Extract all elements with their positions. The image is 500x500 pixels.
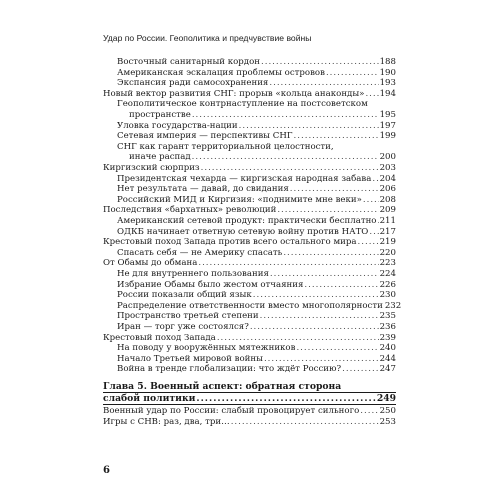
toc-entry-title: От Обамы до обмана [103,258,198,269]
toc-entry-page: 244 [379,353,396,364]
toc-entry-title: Восточный санитарный кордон [117,57,260,67]
toc-entry-page: 230 [379,290,396,301]
toc-entry-page: 204 [379,173,396,184]
toc-entry-page: 199 [379,131,396,142]
toc-entry-page: 235 [379,311,396,322]
toc-entry-page: 195 [379,110,396,120]
dot-leader [277,205,378,215]
toc-entry-title: Геополитическое контрнаступление на постсоветском [117,99,368,110]
dot-leader [296,343,378,353]
toc-entry-title: Нет результата — давай, до свидания [117,184,289,195]
toc-entry-title: Крестовый поход Запада против всего остального мира [103,237,357,248]
toc-entry-title: Спасать себя — не Америку спасать [117,247,283,258]
toc-entry-title: Глава 5. Военный аспект: обратная сторона [103,381,342,392]
toc-entry-title: Российский МИД и Киргизия: «поднимите мне веки» [117,194,362,205]
toc-entry-title: Экспансия ради самосохранения [117,78,269,89]
toc-entry-page: 236 [379,322,396,332]
dot-leader [358,237,379,247]
page-number: 6 [103,465,110,476]
toc-entry-page: 208 [379,194,396,205]
dot-leader [239,121,379,131]
dot-leader [363,195,379,205]
dot-leader [231,417,379,427]
dot-leader [369,227,378,237]
dot-leader [342,364,378,374]
toc-entry-title: Американская эскалация проблемы островов [117,67,325,78]
toc-entry-page: 206 [379,184,396,195]
toc-entry-title: пространстве [129,110,191,120]
dot-leader [270,269,379,279]
toc-entry-page: 224 [379,269,396,279]
toc-entry-page: 219 [379,237,396,248]
dot-leader [192,110,379,120]
toc-entry-title: Уловка государства-нации [117,120,238,131]
dot-leader [365,89,378,99]
dot-leader [360,406,378,416]
toc-entry-page: 239 [379,332,396,343]
toc-entry-page: 247 [379,364,396,375]
dot-leader [269,78,378,88]
dot-leader [290,184,379,194]
dot-leader [260,311,379,321]
toc-entry-title: Военный удар по России: слабый провоцирует сильного [103,406,360,417]
toc-entry-title: Новый вектор развития СНГ: прорыв «кольца анаконды» [103,88,365,99]
toc-entry-page: 193 [379,78,396,89]
toc-entry-page: 197 [379,120,396,131]
dot-leader [196,394,375,404]
dot-leader [217,333,379,343]
toc-entry-title: Киргизский сюрприз [103,163,200,173]
dot-leader [198,258,378,268]
toc-entry-page: 250 [379,406,396,417]
toc-entry-page: 203 [379,163,396,173]
dot-leader [264,354,379,364]
toc-entry-page: 226 [379,279,396,290]
toc-entry-page: 240 [379,343,396,354]
toc-entry-page: 200 [379,152,396,163]
toc-entry-page: 253 [379,416,396,427]
toc-entry-title: России показали общий язык [117,290,252,301]
toc-entry-title: СНГ как гарант территориальной целостности, [117,141,334,152]
dot-leader [377,216,378,226]
dot-leader [294,131,379,141]
toc-entry-page: 232 [384,300,402,311]
toc-entry-page: 249 [376,393,396,405]
toc-entry-title: Пространство третьей степени [117,311,259,322]
toc-entry-title: иначе распад [129,152,191,163]
toc-entry-title: Последствия «бархатных» революций [103,205,277,216]
toc-entry-page: 209 [379,205,396,216]
toc-entry-title: Война в тренде глобализации: что ждёт Россию? [117,364,342,375]
dot-leader [261,57,379,67]
dot-leader [372,174,378,184]
dot-leader [192,152,379,162]
toc-entry-title: Распределение ответственности вместо многополярности [117,300,383,311]
running-head: Удар по России. Геополитика и предчувствие войны [103,33,312,43]
toc-entry-page: 223 [379,258,396,269]
toc-entry-title: ОДКБ начинает ответную сетевую войну против НАТО [117,226,369,237]
toc-entry-title: Начало Третьей мировой войны [117,353,263,364]
toc-entry-page: 220 [379,247,396,258]
dot-leader [201,163,379,173]
toc-entry-page: 188 [379,57,396,67]
dot-leader [250,322,379,332]
toc-entry-title: На поводу у вооружённых мятежников [117,343,296,354]
toc-entry-page: 211 [379,216,396,226]
toc-entry-title: Президентская чехарда — киргизская народная забава [117,173,372,184]
toc-entry-page: 190 [379,67,396,78]
toc-entry-title: Крестовый поход Запада [103,332,216,343]
toc-entry-title: Американский сетевой продукт: практически бесплатно [117,216,377,226]
toc-entry-title: Сетевая империя — перспективы СНГ [117,131,293,142]
dot-leader [253,290,379,300]
toc-entry-page: 217 [379,226,396,237]
toc-entry-title: Иран — торг уже состоялся? [117,322,249,332]
toc-entry-title: Не для внутреннего пользования [117,269,269,279]
dot-leader [304,280,378,290]
dot-leader [283,248,378,258]
toc-entry-title: Избрание Обамы было жестом отчаяния [117,279,304,290]
dot-leader [326,68,379,78]
toc-entry-page: 194 [379,88,396,99]
toc-entry-title: слабой политики [103,393,196,405]
toc-entry-title: Игры с СНВ: раз, два, три… [103,416,230,427]
